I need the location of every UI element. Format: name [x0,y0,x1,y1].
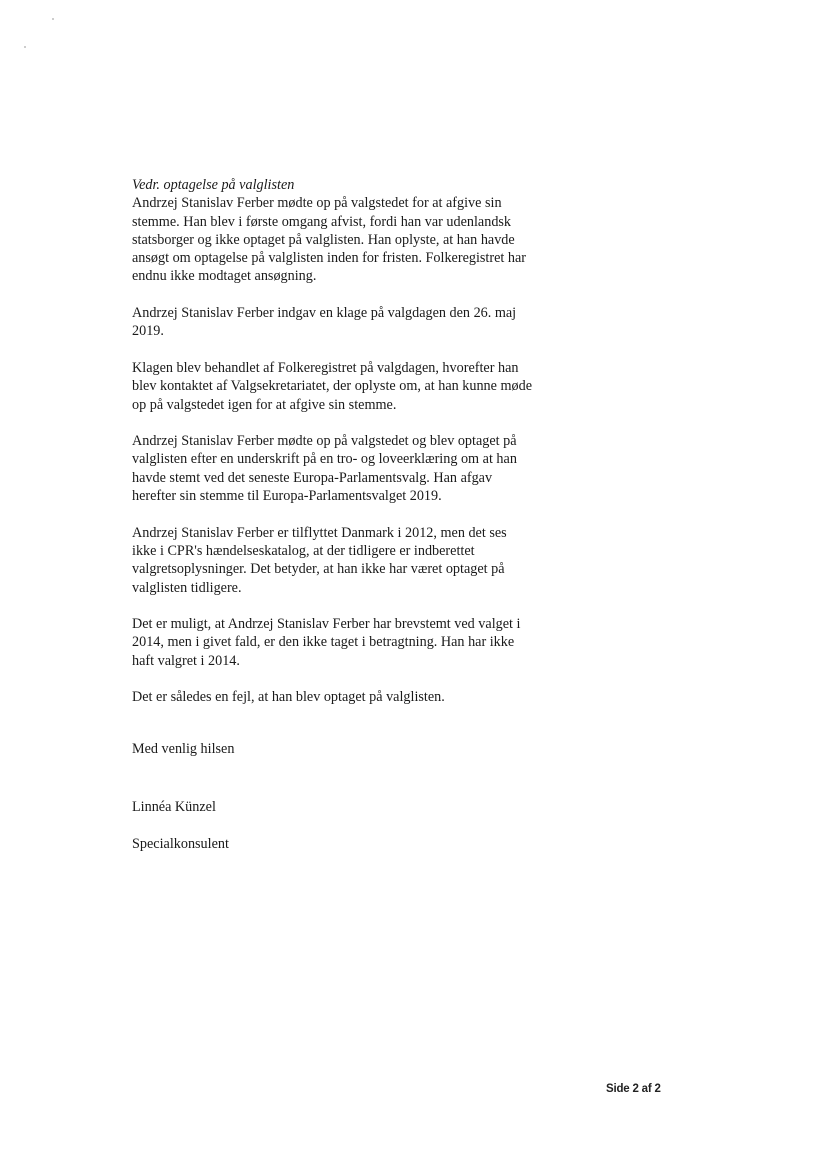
letter-paragraph: Andrzej Stanislav Ferber mødte op på valgstedet for at afgive sin stemme. Han blev i første omgang afvist, fordi han var udenlandsk statsborger og ikke optaget på valglisten. Han oplyste, at han havde ansøgt om optagelse på valglisten inden for fristen. Folkeregistret har endnu ikke modtaget ansøgning. [132,195,526,285]
signature-block [132,780,592,871]
letter-paragraph: Andrzej Stanislav Ferber er tilflyttet Danmark i 2012, men det ses ikke i CPR's hændelseskatalog, at der tidligere er indberettet valgretsoplysninger. Det betyder, at han ikke har været optaget på valglisten tidligere. [132,524,507,596]
scan-speck [24,46,26,48]
letter-paragraph: Det er således en fejl, at han blev optaget på valglisten. [132,689,445,706]
scan-speck [52,18,54,20]
letter-subject: Vedr. optagelse på valglisten [132,177,295,193]
letter-closing: Med venlig hilsen [132,740,235,757]
signature-title: Specialkonsulent [132,835,229,852]
page-number: Side 2 af 2 [606,1083,661,1095]
letter-paragraph: Andrzej Stanislav Ferber indgav en klage på valgdagen den 26. maj 2019. [132,305,517,340]
letter-paragraph: Klagen blev behandlet af Folkeregistret på valgdagen, hvorefter han blev kontaktet af Valgsekretariatet, der oplyste om, at han kunne møde op på valgstedet igen for at afgive sin stemme. [132,359,533,413]
signature-name: Linnéa Künzel [132,799,216,816]
letter-paragraph: Andrzej Stanislav Ferber mødte op på valgstedet og blev optaget på valglisten efter en underskrift på en tro- og loveerklæring om at han havde stemt ved det seneste Europa-Parlamentsvalg. Han afgav herefter sin stemme til Europa-Parlamentsvalget 2019. [132,433,517,505]
letter-paragraph: Det er muligt, at Andrzej Stanislav Ferber har brevstemt ved valget i 2014, men i givet fald, er den ikke taget i betragtning. Han har ikke haft valgret i 2014. [132,616,521,669]
letter-body [132,176,592,871]
